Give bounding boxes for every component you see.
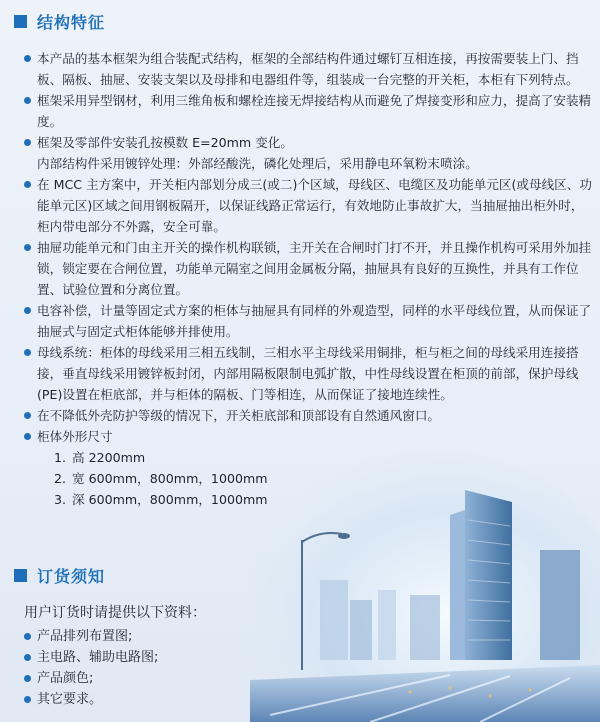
bullet-dot-icon	[24, 55, 31, 62]
item-number: 1.	[54, 450, 67, 465]
ordering-list	[24, 626, 424, 710]
bullet-dot-icon	[24, 139, 31, 146]
order-item-text: 其它要求。	[37, 692, 103, 707]
bullet-item	[24, 132, 592, 153]
order-list-item	[24, 668, 424, 689]
structure-features-list	[24, 48, 592, 510]
bullet-item	[24, 426, 592, 447]
bullet-text: 框架及零部件安装孔按模数 E=20mm 变化。	[37, 135, 293, 150]
bullet-dot-icon	[24, 696, 31, 703]
bullet-item	[24, 405, 592, 426]
bullet-dot-icon	[24, 244, 31, 251]
section-square-icon	[14, 15, 27, 28]
dimension-text: 高 2200mm	[72, 450, 146, 465]
dimension-item	[24, 489, 592, 510]
order-list-item	[24, 626, 424, 647]
item-number: 2.	[54, 471, 67, 486]
bullet-item	[24, 90, 592, 132]
order-item-text: 产品颜色;	[37, 671, 94, 686]
dimension-item	[24, 447, 592, 468]
order-list-item	[24, 689, 424, 710]
bullet-dot-icon	[24, 307, 31, 314]
dimension-text: 宽 600mm，800mm，1000mm	[72, 471, 268, 486]
bullet-item	[24, 237, 592, 300]
bullet-text: 电容补偿，计量等固定式方案的柜体与抽屉具有同样的外观造型，同样的水平母线位置，从而保证了抽屉式与固定式柜体能够并排使用。	[37, 303, 592, 339]
bullet-item	[24, 174, 592, 237]
bullet-dot-icon	[24, 181, 31, 188]
bullet-dot-icon	[24, 412, 31, 419]
bullet-item	[24, 48, 592, 90]
section-header-structure	[14, 10, 105, 32]
item-number: 3.	[54, 492, 67, 507]
bullet-dot-icon	[24, 433, 31, 440]
bullet-dot-icon	[24, 654, 31, 661]
bullet-dot-icon	[24, 633, 31, 640]
bullet-text: 本产品的基本框架为组合装配式结构，框架的全部结构件通过螺钉互相连接，再按需要装上门、挡板、隔板、抽屉、安装支架以及母排和电器组件等，组装成一台完整的开关柜，本柜有下列特点。	[37, 51, 579, 87]
ordering-info	[24, 603, 424, 710]
section-title: 订货须知	[37, 566, 106, 586]
dimension-item	[24, 468, 592, 489]
bullet-text: 在不降低外壳防护等级的情况下，开关柜底部和顶部设有自然通风窗口。	[37, 408, 440, 423]
bullet-dot-icon	[24, 97, 31, 104]
ordering-intro: 用户订货时请提供以下资料：	[24, 605, 206, 621]
order-item-text: 主电路、辅助电路图;	[37, 650, 159, 665]
section-square-icon	[14, 569, 27, 582]
section-title: 结构特征	[37, 12, 106, 32]
bullet-item	[24, 342, 592, 405]
section-header-ordering	[14, 564, 105, 586]
order-list-item	[24, 647, 424, 668]
bullet-dot-icon	[24, 675, 31, 682]
bullet-text: 框架采用异型钢材，利用三维角板和螺栓连接无焊接结构从而避免了焊接变形和应力，提高了安装精度。	[37, 93, 592, 129]
bullet-text: 柜体外形尺寸	[37, 429, 113, 444]
bullet-text: 在 MCC 主方案中，开关柜内部划分成三(或二)个区域，母线区、电缆区及功能单元区(或母线区、功能单元区)区域之间用钢板隔开，以保证线路正常运行，有效地防止事故扩大，当抽屉抽出柜外时，柜内带电部分不外露，安全可靠。	[37, 177, 592, 234]
bullet-text: 母线系统：柜体的母线采用三相五线制，三相水平主母线采用铜排，柜与柜之间的母线采用连接搭接，垂直母线采用镀锌板封闭，内部用隔板限制电弧扩散，中性母线设置在柜顶的前部，保护母线(PE)设置在柜底部，并与柜体的隔板、门等相连，从而保证了接地连续性。	[37, 345, 579, 402]
bullet-text: 抽屉功能单元和门由主开关的操作机构联锁，主开关在合闸时门打不开，并且操作机构可采用外加挂锁，锁定要在合闸位置，功能单元隔室之间用金属板分隔，抽屉具有良好的互换性，并具有工作位置、试验位置和分离位置。	[37, 240, 592, 297]
bullet-item	[24, 300, 592, 342]
bullet-dot-icon	[24, 349, 31, 356]
order-item-text: 产品排列布置图;	[37, 629, 133, 644]
dimension-text: 深 600mm，800mm，1000mm	[72, 492, 268, 507]
plain-text-line: 内部结构件采用镀锌处理：外部经酸洗，磷化处理后，采用静电环氧粉末喷涂。	[37, 156, 478, 171]
